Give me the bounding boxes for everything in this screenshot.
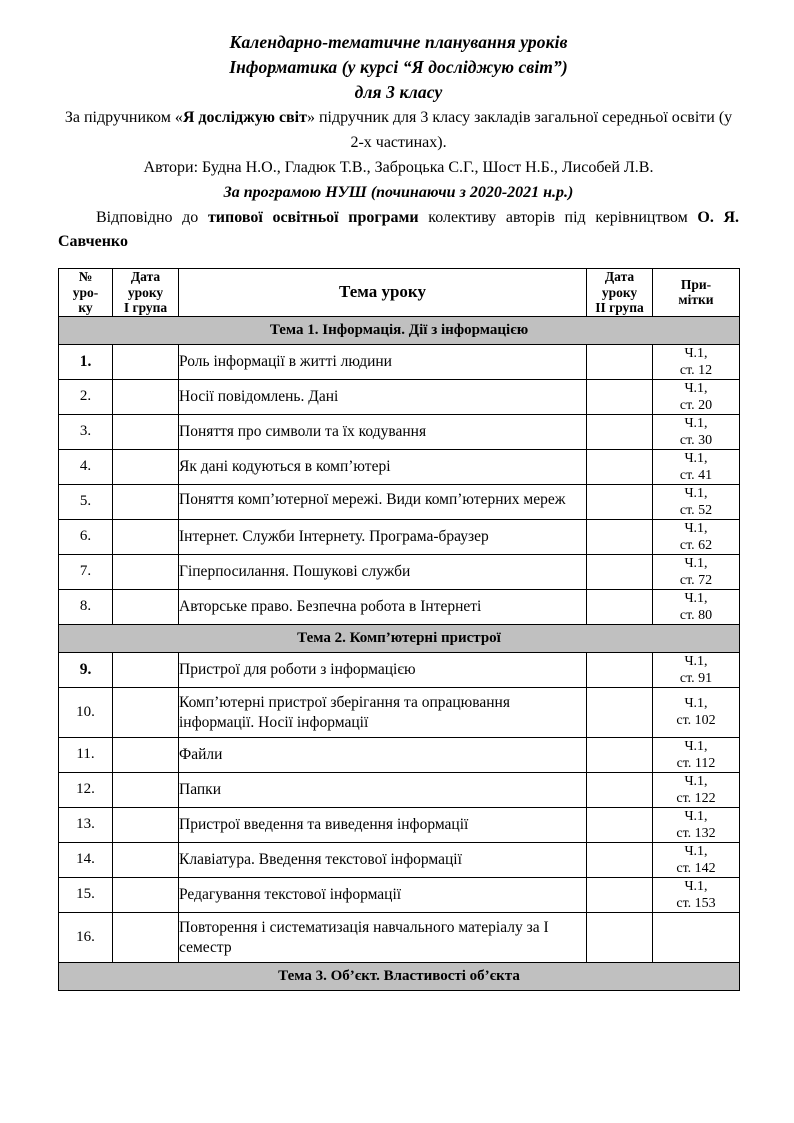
date-group-2-header-line-1: Дата	[604, 269, 635, 284]
cell-date-group-1[interactable]	[113, 379, 179, 414]
cell-notes	[653, 807, 740, 842]
cell-lesson-topic: Гіперпосилання. Пошукові служби	[179, 554, 587, 589]
column-header-lesson-topic: Тема уроку	[179, 269, 587, 317]
notes-page-line: ст. 91	[679, 670, 713, 686]
cell-lesson-topic: Поняття комп’ютерної мережі. Види комп’ютерних мереж	[179, 484, 587, 519]
table-row	[59, 737, 740, 772]
table-section-header-row	[59, 624, 740, 652]
notes-page-line: ст. 72	[679, 572, 713, 588]
cell-lesson-topic: Роль інформації в житті людини	[179, 344, 587, 379]
table-row	[59, 484, 740, 519]
column-header-date-group-2	[587, 269, 653, 317]
cell-lesson-number: 7.	[59, 554, 113, 589]
paragraph-part-2: колективу авторів під керівництвом	[418, 209, 698, 226]
notes-page-line: ст. 142	[676, 860, 716, 876]
page-title-line-2: Інформатика (у курсі “Я досліджую світ”)	[229, 57, 568, 77]
cell-lesson-number: 1.	[59, 344, 113, 379]
cell-lesson-number: 2.	[59, 379, 113, 414]
table-row	[59, 687, 740, 737]
notes-header-line-1: При-	[680, 276, 712, 292]
cell-date-group-2[interactable]	[587, 652, 653, 687]
cell-date-group-1[interactable]	[113, 772, 179, 807]
cell-notes	[653, 414, 740, 449]
notes-page-line: ст. 52	[679, 502, 713, 518]
cell-notes	[653, 554, 740, 589]
cell-lesson-number: 5.	[59, 484, 113, 519]
document-title-block	[58, 30, 739, 105]
cell-notes	[653, 484, 740, 519]
notes-part-line: Ч.1,	[684, 415, 708, 431]
notes-part-line: Ч.1,	[684, 808, 708, 824]
page-title-line-1: Календарно-тематичне планування уроків	[229, 32, 568, 52]
notes-page-line: ст. 30	[679, 432, 713, 448]
cell-date-group-2[interactable]	[587, 737, 653, 772]
cell-date-group-2[interactable]	[587, 807, 653, 842]
date-group-1-header-line-2: уроку	[127, 284, 164, 300]
cell-notes	[653, 877, 740, 912]
cell-date-group-2[interactable]	[587, 877, 653, 912]
cell-notes	[653, 842, 740, 877]
lesson-plan-table	[58, 268, 740, 991]
table-row	[59, 877, 740, 912]
cell-lesson-topic: Авторське право. Безпечна робота в Інтернеті	[179, 589, 587, 624]
cell-lesson-number: 12.	[59, 772, 113, 807]
cell-date-group-2[interactable]	[587, 449, 653, 484]
table-head	[59, 269, 740, 317]
table-header-row	[59, 269, 740, 317]
cell-lesson-number: 11.	[59, 737, 113, 772]
cell-date-group-1[interactable]	[113, 344, 179, 379]
textbook-reference-prefix: За підручником «	[64, 109, 183, 126]
notes-part-line: Ч.1,	[684, 380, 708, 396]
cell-date-group-1[interactable]	[113, 912, 179, 962]
cell-notes	[653, 379, 740, 414]
notes-part-line: Ч.1,	[684, 696, 708, 711]
notes-page-line: ст. 102	[676, 713, 716, 728]
cell-date-group-1[interactable]	[113, 687, 179, 737]
table-body	[59, 316, 740, 990]
table-row	[59, 772, 740, 807]
cell-lesson-topic: Клавіатура. Введення текстової інформації	[179, 842, 587, 877]
cell-lesson-number: 15.	[59, 877, 113, 912]
table-row	[59, 807, 740, 842]
notes-part-line: Ч.1,	[684, 738, 708, 754]
program-line: За програмою НУШ (починаючи з 2020-2021 н.р.)	[223, 184, 574, 201]
section-title: Тема 3. Об’єкт. Властивості об’єкта	[59, 962, 740, 990]
textbook-reference-suffix: » підручник для 3 класу закладів загальної середньої освіти (у 2-х частинах).	[306, 109, 733, 151]
program-compliance-paragraph	[58, 206, 739, 254]
cell-lesson-topic: Файли	[179, 737, 587, 772]
cell-lesson-number: 6.	[59, 519, 113, 554]
cell-lesson-number: 3.	[59, 414, 113, 449]
table-row	[59, 449, 740, 484]
notes-page-line: ст. 112	[676, 755, 716, 771]
cell-date-group-1[interactable]	[113, 842, 179, 877]
cell-lesson-topic: Носії повідомлень. Дані	[179, 379, 587, 414]
column-header-lesson-number	[59, 269, 113, 317]
textbook-reference	[58, 105, 739, 155]
cell-date-group-1[interactable]	[113, 414, 179, 449]
cell-date-group-1[interactable]	[113, 737, 179, 772]
date-group-2-header-line-3: II група	[595, 300, 644, 315]
notes-part-line: Ч.1,	[684, 773, 708, 789]
cell-date-group-2[interactable]	[587, 912, 653, 962]
cell-date-group-2[interactable]	[587, 772, 653, 807]
notes-part-line: Ч.1,	[684, 653, 708, 669]
date-group-1-header-line-3: I група	[123, 300, 168, 315]
date-group-1-header-line-1: Дата	[130, 269, 161, 284]
notes-page-line: ст. 80	[679, 607, 713, 623]
notes-part-line: Ч.1,	[684, 450, 708, 466]
cell-date-group-1[interactable]	[113, 652, 179, 687]
lesson-number-header-line-3: ку	[78, 300, 93, 315]
notes-part-line: Ч.1,	[684, 878, 708, 894]
cell-lesson-topic: Комп’ютерні пристрої зберігання та опрацювання інформації. Носії інформації	[179, 687, 587, 737]
cell-lesson-number: 9.	[59, 652, 113, 687]
cell-date-group-1[interactable]	[113, 589, 179, 624]
cell-lesson-topic: Папки	[179, 772, 587, 807]
cell-notes	[653, 687, 740, 737]
cell-lesson-topic: Повторення і систематизація навчального матеріалу за I семестр	[179, 912, 587, 962]
cell-lesson-number: 4.	[59, 449, 113, 484]
cell-date-group-2[interactable]	[587, 379, 653, 414]
table-row	[59, 652, 740, 687]
notes-part-line: Ч.1,	[684, 520, 708, 536]
cell-date-group-2[interactable]	[587, 842, 653, 877]
lesson-number-header-line-1: №	[78, 269, 93, 284]
notes-page-line: ст. 122	[676, 790, 716, 806]
cell-notes	[653, 652, 740, 687]
notes-part-line: Ч.1,	[684, 555, 708, 571]
cell-date-group-2[interactable]	[587, 519, 653, 554]
table-row	[59, 589, 740, 624]
cell-date-group-1[interactable]	[113, 449, 179, 484]
notes-page-line: ст. 153	[676, 895, 716, 911]
notes-page-line: ст. 20	[679, 397, 713, 413]
notes-part-line: Ч.1,	[684, 843, 708, 859]
cell-lesson-number: 13.	[59, 807, 113, 842]
cell-lesson-topic: Пристрої для роботи з інформацією	[179, 652, 587, 687]
notes-part-line: Ч.1,	[684, 590, 708, 606]
cell-date-group-1[interactable]	[113, 519, 179, 554]
notes-page-line: ст. 41	[679, 467, 713, 483]
textbook-reference-bold: Я досліджую світ	[182, 109, 307, 126]
cell-date-group-1[interactable]	[113, 554, 179, 589]
table-row	[59, 554, 740, 589]
cell-lesson-number: 8.	[59, 589, 113, 624]
paragraph-bold-1: типової освітньої програми	[207, 209, 419, 226]
cell-lesson-topic: Поняття про символи та їх кодування	[179, 414, 587, 449]
cell-lesson-topic: Як дані кодуються в комп’ютері	[179, 449, 587, 484]
cell-notes	[653, 344, 740, 379]
section-title: Тема 2. Комп’ютерні пристрої	[59, 624, 740, 652]
table-section-header-row	[59, 316, 740, 344]
cell-notes	[653, 449, 740, 484]
notes-part-line: Ч.1,	[684, 485, 708, 501]
notes-part-line: Ч.1,	[684, 345, 708, 361]
paragraph-part-1: Відповідно до	[96, 209, 208, 226]
cell-date-group-1[interactable]	[113, 877, 179, 912]
column-header-date-group-1	[113, 269, 179, 317]
table-row	[59, 379, 740, 414]
notes-page-line: ст. 132	[676, 825, 716, 841]
authors-line: Автори: Будна Н.О., Гладюк Т.В., Заброцька С.Г., Шост Н.Б., Лисобей Л.В.	[143, 159, 654, 176]
cell-date-group-2[interactable]	[587, 687, 653, 737]
date-group-2-header-line-2: уроку	[601, 284, 638, 300]
cell-notes	[653, 519, 740, 554]
notes-page-line: ст. 62	[679, 537, 713, 553]
table-row	[59, 414, 740, 449]
lesson-number-header-line-2: уро-	[72, 284, 99, 300]
cell-lesson-number: 16.	[59, 912, 113, 962]
table-row	[59, 519, 740, 554]
cell-lesson-number: 10.	[59, 687, 113, 737]
cell-date-group-2[interactable]	[587, 484, 653, 519]
cell-date-group-2[interactable]	[587, 344, 653, 379]
paragraph-bold-2: О. Я. Савченко	[58, 209, 740, 250]
cell-date-group-2[interactable]	[587, 414, 653, 449]
cell-lesson-topic: Редагування текстової інформації	[179, 877, 587, 912]
cell-date-group-2[interactable]	[587, 589, 653, 624]
cell-notes	[653, 912, 740, 962]
cell-date-group-2[interactable]	[587, 554, 653, 589]
cell-lesson-topic: Інтернет. Служби Інтернету. Програма-браузер	[179, 519, 587, 554]
notes-page-line: ст. 12	[679, 362, 713, 378]
cell-date-group-1[interactable]	[113, 484, 179, 519]
section-title: Тема 1. Інформація. Дії з інформацією	[59, 316, 740, 344]
table-section-header-row	[59, 962, 740, 990]
cell-date-group-1[interactable]	[113, 807, 179, 842]
table-row	[59, 344, 740, 379]
column-header-notes	[653, 269, 740, 317]
cell-notes	[653, 737, 740, 772]
cell-notes	[653, 772, 740, 807]
table-row	[59, 912, 740, 962]
page-title-line-3: для 3 класу	[354, 82, 443, 102]
cell-lesson-number: 14.	[59, 842, 113, 877]
cell-lesson-topic: Пристрої введення та виведення інформації	[179, 807, 587, 842]
table-row	[59, 842, 740, 877]
notes-header-line-2: мітки	[678, 292, 714, 308]
cell-notes	[653, 589, 740, 624]
